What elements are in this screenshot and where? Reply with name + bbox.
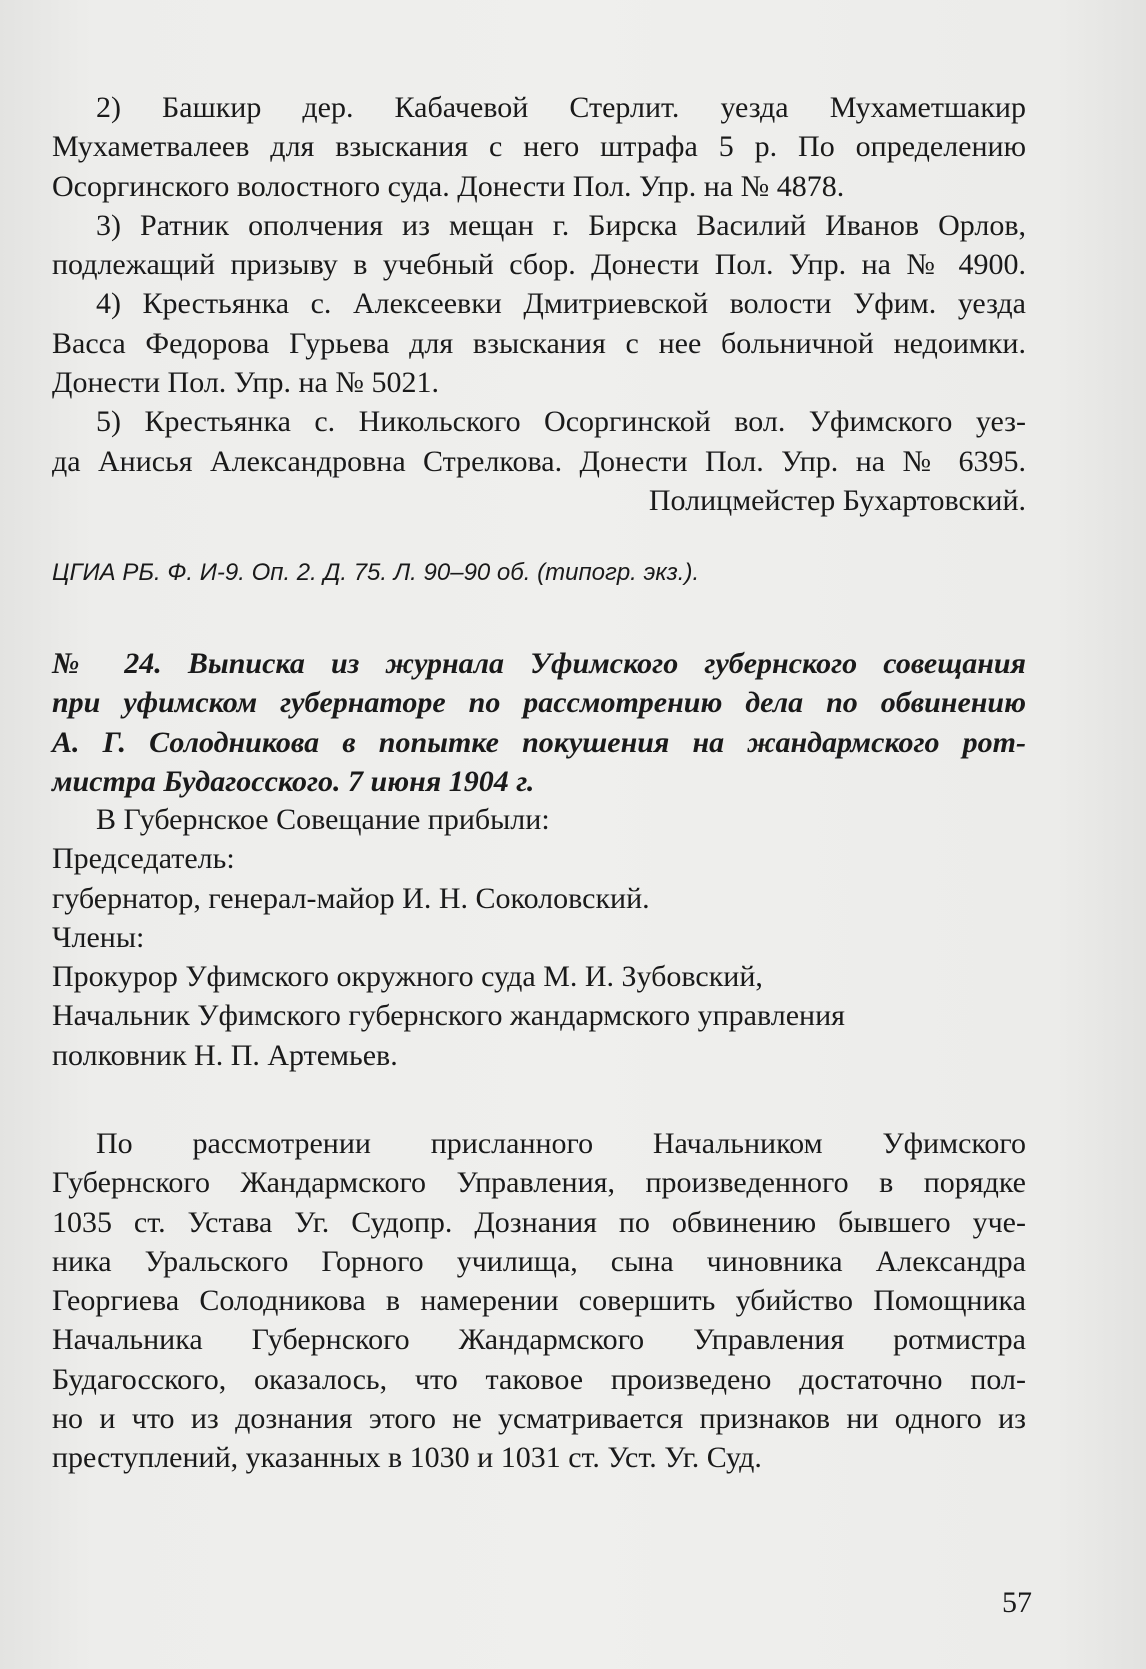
member-1: Прокурор Уфимского окружного суда М. И. Зубовский,: [52, 960, 763, 994]
main-line-7: Будагосского, оказалось, что таковое произведено достаточно пол-: [52, 1362, 1026, 1396]
main-line-6: Начальника Губернского Жандармского Управления ротмистра: [52, 1323, 1026, 1357]
heading-line-1: № 24. Выписка из журнала Уфимского губернского совещания: [52, 647, 1026, 680]
item-5-line-2: да Анисья Александровна Стрелкова. Донести Пол. Упр. на № 6395.: [52, 444, 1026, 478]
item-4-line-2: Васса Федорова Гурьева для взыскания с нее больничной недоимки.: [52, 326, 1026, 360]
page-number: 57: [1002, 1586, 1032, 1619]
attendance-intro: В Губернское Совещание прибыли:: [96, 803, 550, 836]
item-4-line-1: 4) Крестьянка с. Алексеевки Дмитриевской волости Уфим. уезда: [96, 287, 1026, 321]
heading-line-3: А. Г. Солодникова в попытке покушения на жандармского рот-: [52, 725, 1026, 759]
heading-line-4: мистра Будагосского. 7 июня 1904 г.: [52, 764, 535, 798]
items-list: [52, 88, 1026, 520]
item-3-line-1: 3) Ратник ополчения из мещан г. Бирска Василий Иванов Орлов,: [96, 208, 1026, 242]
item-4-line-3: Донести Пол. Упр. на № 5021.: [52, 366, 439, 400]
chair-name: губернатор, генерал-майор И. Н. Соколовский.: [52, 881, 650, 915]
signature: Полицмейстер Бухартовский.: [648, 483, 1026, 517]
item-2-line-3: Осоргинского волостного суда. Донести Пол. Упр. на № 4878.: [52, 169, 845, 203]
member-2-line-1: Начальник Уфимского губернского жандармского управления: [52, 999, 845, 1033]
document-heading: [52, 644, 1026, 801]
chair-label: Председатель:: [52, 842, 235, 876]
item-2-line-2: Мухаметвалеев для взыскания с него штрафа 5 р. По определению: [52, 130, 1026, 164]
item-2-line-1: 2) Башкир дер. Кабачевой Стерлит. уезда Мухаметшакир: [96, 91, 1026, 124]
main-line-8: но и что из дознания этого не усматривается признаков ни одного из: [52, 1402, 1026, 1436]
main-line-3: 1035 ст. Устава Уг. Судопр. Дознания по обвинению бывшего уче-: [52, 1205, 1026, 1239]
item-5-line-1: 5) Крестьянка с. Никольского Осоргинской вол. Уфимского уез-: [96, 405, 1026, 439]
main-line-4: ника Уральского Горного училища, сына чиновника Александра: [52, 1244, 1026, 1278]
main-line-9: преступлений, указанных в 1030 и 1031 ст. Уст. Уг. Суд.: [52, 1441, 762, 1475]
main-line-2: Губернского Жандармского Управления, произведенного в порядке: [52, 1166, 1026, 1200]
main-paragraph: [52, 1124, 1026, 1478]
item-3-line-2: подлежащий призыву в учебный сбор. Донести Пол. Упр. на № 4900.: [52, 248, 1026, 282]
archive-source-reference: ЦГИА РБ. Ф. И-9. Оп. 2. Д. 75. Л. 90–90 об. (типогр. экз.).: [52, 559, 700, 586]
main-line-5: Георгиева Солодникова в намерении совершить убийство Помощника: [52, 1284, 1026, 1318]
members-label: Члены:: [52, 920, 145, 954]
main-line-1: По рассмотрении присланного Начальником Уфимского: [96, 1127, 1026, 1160]
member-2-line-2: полковник Н. П. Артемьев.: [52, 1038, 398, 1072]
heading-line-2: при уфимском губернаторе по рассмотрению дела по обвинению: [52, 686, 1026, 720]
attendance-block: [52, 800, 1026, 1075]
